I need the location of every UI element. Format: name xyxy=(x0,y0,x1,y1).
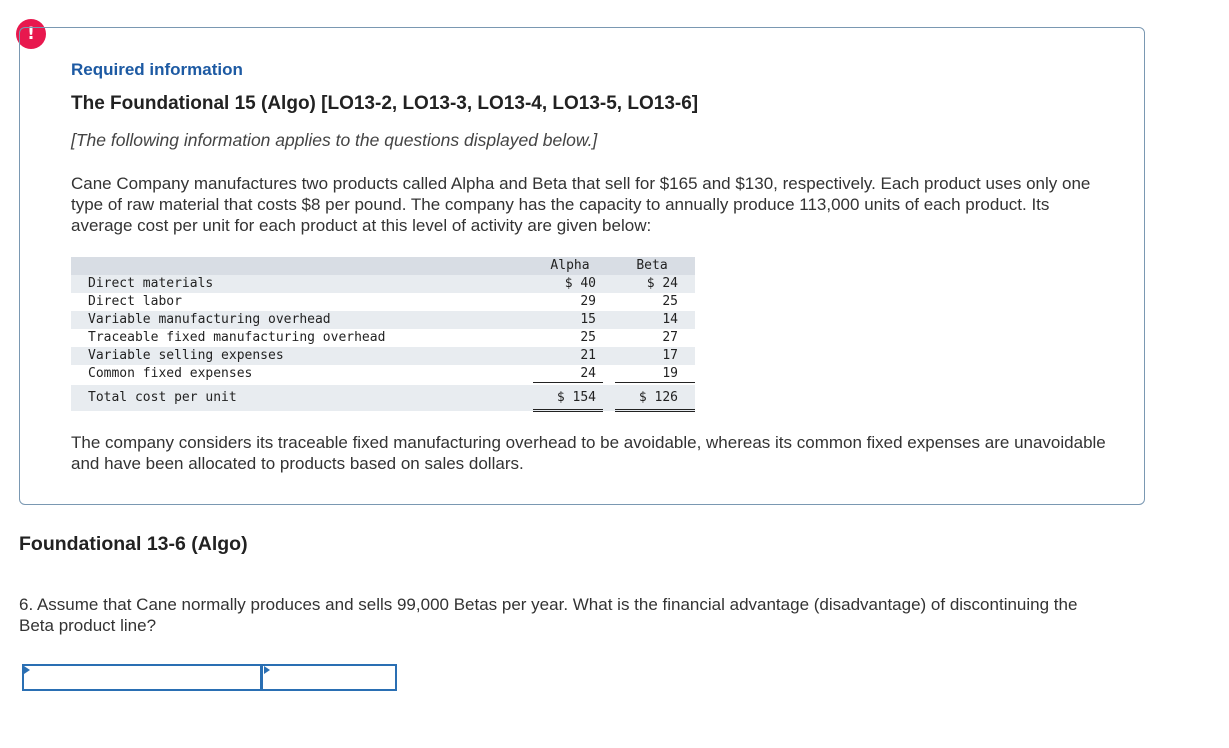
row-label: Common fixed expenses xyxy=(88,366,253,381)
info-note: [The following information applies to the questions displayed below.] xyxy=(71,130,598,150)
alpha-total: $ 154 xyxy=(556,390,596,405)
row-label: Variable manufacturing overhead xyxy=(88,312,331,327)
table-row xyxy=(71,311,695,329)
row-label: Variable selling expenses xyxy=(88,348,284,363)
alpha-value: 21 xyxy=(580,348,596,363)
beta-value: $ 24 xyxy=(646,276,678,291)
question-text: 6. Assume that Cane normally produces and sells 99,000 Betas per year. What is the financial advantage (disadvantage) of discontinuing the Beta product line? xyxy=(19,595,1078,635)
table-row xyxy=(71,275,695,293)
total-rule-beta xyxy=(615,409,695,412)
alert-icon: ! xyxy=(16,19,46,49)
alpha-value: 29 xyxy=(580,294,596,309)
cell-marker-icon xyxy=(24,666,30,674)
beta-value: 19 xyxy=(662,366,678,381)
table-total-row xyxy=(71,385,695,411)
table-header-row xyxy=(71,257,695,275)
required-info-label: Required information xyxy=(71,60,243,79)
question-title: Foundational 13-6 (Algo) xyxy=(19,533,248,555)
alpha-value: 25 xyxy=(580,330,596,345)
row-label: Direct materials xyxy=(88,276,214,291)
answer-label-cell xyxy=(22,664,262,691)
cell-marker-icon xyxy=(264,666,270,674)
header-alpha: Alpha xyxy=(550,258,590,273)
subtotal-rule-alpha xyxy=(533,382,603,383)
alpha-value: $ 40 xyxy=(564,276,596,291)
row-label: Traceable fixed manufacturing overhead xyxy=(88,330,386,345)
table-row xyxy=(71,293,695,311)
total-rule-alpha xyxy=(533,409,603,412)
total-label: Total cost per unit xyxy=(88,390,237,405)
answer-row xyxy=(22,664,397,691)
intro-paragraph: Cane Company manufactures two products called Alpha and Beta that sell for $165 and $130, respectively. Each product uses only one type of raw material that costs $8 per pound. The company has the capacity to annually produce 113,000 units of each product. Its average cost per unit for each product at this level of activity are given below: xyxy=(71,174,1091,235)
subtotal-rule-beta xyxy=(615,382,695,383)
problem-title: The Foundational 15 (Algo) [LO13-2, LO13-3, LO13-4, LO13-5, LO13-6] xyxy=(71,93,699,114)
alpha-value: 24 xyxy=(580,366,596,381)
beta-value: 17 xyxy=(662,348,678,363)
table-row xyxy=(71,329,695,347)
header-beta: Beta xyxy=(636,258,668,273)
table-row xyxy=(71,347,695,365)
beta-value: 14 xyxy=(662,312,678,327)
closing-paragraph: The company considers its traceable fixed manufacturing overhead to be avoidable, whereas its common fixed expenses are unavoidable and have been allocated to products based on sales dollars. xyxy=(71,433,1106,473)
cost-table xyxy=(71,257,695,411)
table-row xyxy=(71,365,695,383)
beta-value: 27 xyxy=(662,330,678,345)
answer-label-input[interactable] xyxy=(22,664,262,691)
alpha-value: 15 xyxy=(580,312,596,327)
answer-amount-cell xyxy=(262,664,397,691)
answer-amount-input[interactable] xyxy=(262,664,397,691)
beta-value: 25 xyxy=(662,294,678,309)
beta-total: $ 126 xyxy=(638,390,678,405)
row-label: Direct labor xyxy=(88,294,182,309)
